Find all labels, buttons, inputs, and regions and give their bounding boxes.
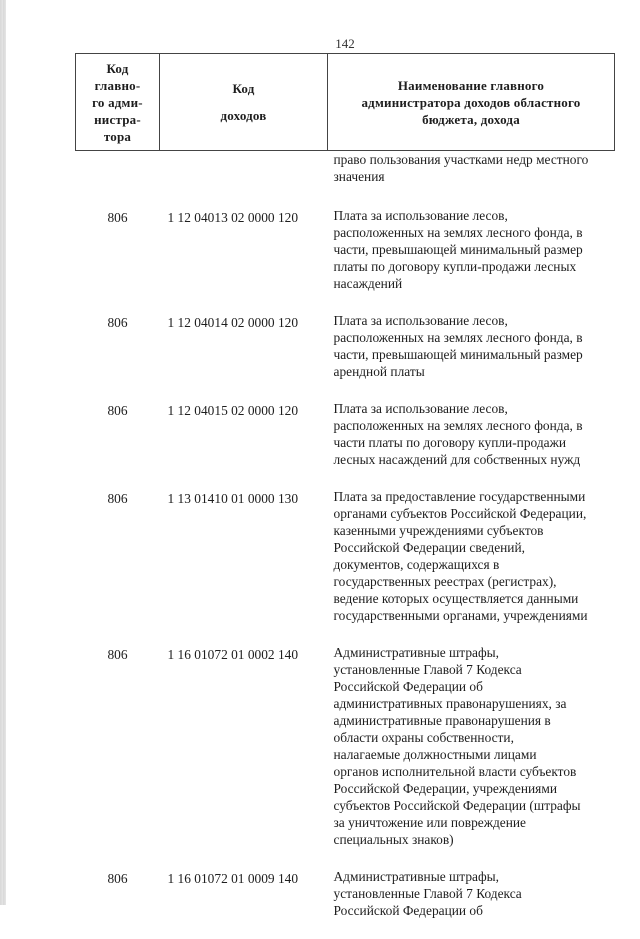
name-line: Российской Федерации сведений, [334,539,611,556]
name-line: административные правонарушения в [334,712,611,729]
cell-name [328,312,615,400]
name-line: арендной платы [334,363,611,380]
cell-revenue-code: 1 12 04015 02 0000 120 [160,400,328,488]
cell-revenue-code: 1 12 04014 02 0000 120 [160,312,328,400]
cell-name [328,207,615,312]
header-line: Код [164,80,323,97]
table-row [76,868,615,939]
name-line: специальных знаков) [334,831,611,848]
name-line: Плата за предоставление государственными [334,488,611,505]
name-line: органов исполнительной власти субъектов [334,763,611,780]
name-line: Российской Федерации об [334,678,611,695]
name-line: установленные Главой 7 Кодекса [334,661,611,678]
name-line: установленные Главой 7 Кодекса [334,885,611,902]
name-line: казенными учреждениями субъектов [334,522,611,539]
name-line: за уничтожение или повреждение [334,814,611,831]
name-line: ведение которых осуществляется данными [334,590,611,607]
cell-revenue-code: 1 16 01072 01 0009 140 [160,868,328,939]
name-line: налагаемые должностными лицами [334,746,611,763]
name-line: государственными органами, учреждениями [334,607,611,624]
name-line: лесных насаждений для собственных нужд [334,451,611,468]
name-line: области охраны собственности, [334,729,611,746]
header-line: го адми- [80,94,155,111]
name-line: право пользования участками недр местного [334,151,611,168]
header-line: главно- [80,77,155,94]
name-line: значения [334,168,611,185]
name-line: части платы по договору купли-продажи [334,434,611,451]
page-number: 142 [320,36,370,52]
cell-admin [76,151,160,208]
cell-admin-code: 806 [76,868,160,939]
header-line: администратора доходов областного [332,94,610,111]
name-line: субъектов Российской Федерации (штрафы [334,797,611,814]
header-admin-code [76,54,160,151]
header-line: Наименование главного [332,77,610,94]
header-line: Код [80,60,155,77]
table-row [76,644,615,868]
cell-admin-code: 806 [76,488,160,644]
cell-name [328,488,615,644]
name-line: Плата за использование лесов, [334,312,611,329]
name-line: органами субъектов Российской Федерации, [334,505,611,522]
name-line: расположенных на землях лесного фонда, в [334,329,611,346]
name-line: государственных реестрах (регистрах), [334,573,611,590]
name-line: административных правонарушениях, за [334,695,611,712]
table-body [76,151,615,939]
table-row [76,488,615,644]
table-header-row [76,54,615,151]
cell-code [160,151,328,208]
name-line: документов, содержащихся в [334,556,611,573]
name-line: Административные штрафы, [334,644,611,661]
cell-admin-code: 806 [76,644,160,868]
header-line: доходов [164,107,323,124]
cell-revenue-code: 1 12 04013 02 0000 120 [160,207,328,312]
name-line: расположенных на землях лесного фонда, в [334,417,611,434]
cell-name [328,400,615,488]
continuation-row [76,151,615,208]
name-line: Административные штрафы, [334,868,611,885]
name-line: Российской Федерации, учреждениями [334,780,611,797]
name-line: Российской Федерации об [334,902,611,919]
table-row [76,312,615,400]
name-line: расположенных на землях лесного фонда, в [334,224,611,241]
table-row [76,400,615,488]
header-line: бюджета, дохода [332,111,610,128]
cell-name [328,644,615,868]
cell-name [328,151,615,208]
name-line: части, превышающей минимальный размер [334,241,611,258]
scan-edge [0,0,6,905]
revenue-codes-table [75,53,615,939]
name-line: части, превышающей минимальный размер [334,346,611,363]
header-name [328,54,615,151]
cell-admin-code: 806 [76,400,160,488]
header-line: тора [80,128,155,145]
cell-revenue-code: 1 13 01410 01 0000 130 [160,488,328,644]
header-line: нистра- [80,111,155,128]
cell-revenue-code: 1 16 01072 01 0002 140 [160,644,328,868]
header-revenue-code [160,54,328,151]
name-line: Плата за использование лесов, [334,207,611,224]
cell-name [328,868,615,939]
cell-admin-code: 806 [76,312,160,400]
name-line: насаждений [334,275,611,292]
cell-admin-code: 806 [76,207,160,312]
name-line: Плата за использование лесов, [334,400,611,417]
name-line: платы по договору купли-продажи лесных [334,258,611,275]
table-row [76,207,615,312]
